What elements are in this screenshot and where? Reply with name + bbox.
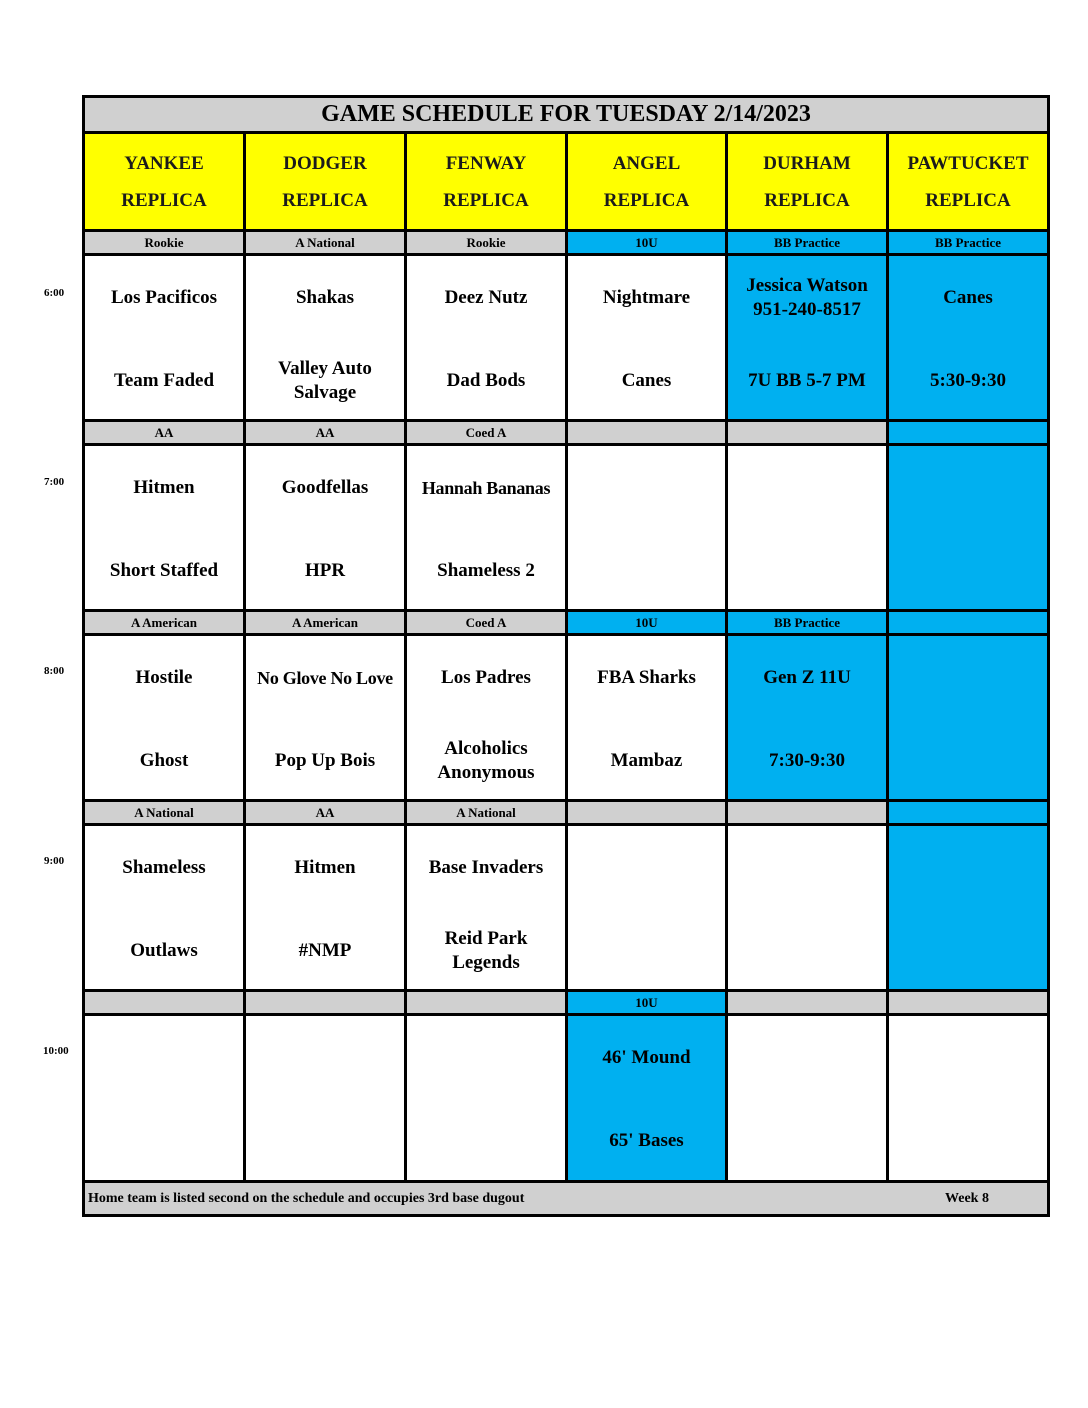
field-header-angel xyxy=(568,134,728,229)
game-cell xyxy=(407,256,568,419)
practice-time: 7U BB 5-7 PM xyxy=(748,370,866,391)
away-team: Hitmen xyxy=(133,477,195,498)
game-cell xyxy=(407,446,568,609)
division-label xyxy=(246,992,407,1013)
division-label xyxy=(889,612,1047,633)
field-header-yankee xyxy=(85,134,246,229)
field-name: DURHAM xyxy=(763,152,851,174)
game-cell xyxy=(85,826,246,989)
home-team: Team Faded xyxy=(113,370,215,391)
game-cell xyxy=(568,446,728,609)
home-team: Mambaz xyxy=(610,750,683,771)
away-team: Los Padres xyxy=(441,667,531,688)
game-cell xyxy=(889,446,1047,609)
field-sub: REPLICA xyxy=(764,189,850,211)
time-label-6: 6:00 xyxy=(44,287,65,299)
division-row-10 xyxy=(85,992,1047,1016)
game-cell xyxy=(728,636,889,799)
game-cell xyxy=(568,256,728,419)
field-name: ANGEL xyxy=(612,152,681,174)
field-note-mound: 46' Mound xyxy=(602,1047,691,1068)
division-label xyxy=(728,422,889,443)
practice-team: Gen Z 11U xyxy=(763,667,851,688)
division-row-8 xyxy=(85,612,1047,636)
division-label xyxy=(889,992,1047,1013)
home-team: Shameless 2 xyxy=(437,560,535,581)
home-team-note: Home team is listed second on the schedule and occupies 3rd base dugout xyxy=(88,1191,525,1206)
division-label: BB Practice xyxy=(728,232,889,253)
home-team: Short Staffed xyxy=(109,560,219,581)
home-team: HPR xyxy=(304,560,346,581)
game-cell xyxy=(568,1016,728,1180)
away-team: Deez Nutz xyxy=(444,287,528,308)
division-label xyxy=(889,422,1047,443)
away-team: FBA Sharks xyxy=(597,667,696,688)
division-label: Rookie xyxy=(407,232,568,253)
practice-contact: Jessica Watson 951-240-8517 xyxy=(746,275,868,320)
away-team: Hannah Bananas xyxy=(421,478,551,498)
slot-row-8 xyxy=(85,636,1047,802)
time-label-10: 10:00 xyxy=(43,1045,69,1057)
practice-time: 7:30-9:30 xyxy=(769,750,845,771)
time-label-9: 9:00 xyxy=(44,855,65,867)
home-team: Alcoholics Anonymous xyxy=(437,738,535,783)
field-header-pawtucket xyxy=(889,134,1047,229)
game-cell xyxy=(246,446,407,609)
field-name: FENWAY xyxy=(445,152,527,174)
field-header-row xyxy=(85,134,1047,232)
field-sub: REPLICA xyxy=(282,189,368,211)
division-label: A American xyxy=(85,612,246,633)
game-cell xyxy=(728,256,889,419)
division-label: A American xyxy=(246,612,407,633)
division-row-9 xyxy=(85,802,1047,826)
away-team: Hitmen xyxy=(294,857,356,878)
game-cell xyxy=(889,826,1047,989)
field-header-durham xyxy=(728,134,889,229)
division-label: AA xyxy=(246,422,407,443)
field-header-dodger xyxy=(246,134,407,229)
home-team: Outlaws xyxy=(130,940,198,961)
home-team: Valley Auto Salvage xyxy=(278,358,372,403)
away-team: Nightmare xyxy=(602,287,691,308)
game-cell xyxy=(407,826,568,989)
field-name: DODGER xyxy=(283,152,367,174)
time-label-7: 7:00 xyxy=(44,476,65,488)
away-team: No Glove No Love xyxy=(257,668,393,688)
game-cell xyxy=(407,636,568,799)
game-cell xyxy=(246,1016,407,1180)
division-label: Rookie xyxy=(85,232,246,253)
division-label: A National xyxy=(407,802,568,823)
home-team: Pop Up Bois xyxy=(274,750,376,771)
away-team: Shameless xyxy=(122,857,206,878)
game-cell xyxy=(889,636,1047,799)
game-cell xyxy=(246,826,407,989)
home-team: Ghost xyxy=(139,750,189,771)
game-cell xyxy=(85,446,246,609)
field-note-bases: 65' Bases xyxy=(609,1130,684,1151)
division-label: 10U xyxy=(568,992,728,1013)
home-team: Canes xyxy=(621,370,672,391)
game-cell xyxy=(728,446,889,609)
division-label: BB Practice xyxy=(889,232,1047,253)
away-team: Base Invaders xyxy=(428,857,544,878)
schedule-footer xyxy=(85,1183,1047,1214)
game-cell xyxy=(85,256,246,419)
division-label: Coed A xyxy=(407,612,568,633)
division-label: BB Practice xyxy=(728,612,889,633)
division-label: Coed A xyxy=(407,422,568,443)
field-name: PAWTUCKET xyxy=(907,152,1029,174)
field-name: YANKEE xyxy=(124,152,204,174)
division-row-7 xyxy=(85,422,1047,446)
division-label xyxy=(889,802,1047,823)
practice-team: Canes xyxy=(943,287,993,308)
away-team: Shakas xyxy=(295,287,355,308)
home-team: #NMP xyxy=(298,940,352,961)
away-team: Hostile xyxy=(135,667,193,688)
division-label: 10U xyxy=(568,612,728,633)
field-header-fenway xyxy=(407,134,568,229)
slot-row-9 xyxy=(85,826,1047,992)
slot-row-6 xyxy=(85,256,1047,422)
game-cell xyxy=(568,826,728,989)
away-team: Los Pacificos xyxy=(110,287,218,308)
division-label xyxy=(407,992,568,1013)
division-label: A National xyxy=(85,802,246,823)
game-cell xyxy=(728,826,889,989)
game-cell xyxy=(246,636,407,799)
division-label xyxy=(728,802,889,823)
field-sub: REPLICA xyxy=(121,189,207,211)
practice-time: 5:30-9:30 xyxy=(930,370,1006,391)
field-sub: REPLICA xyxy=(603,189,690,211)
game-cell xyxy=(568,636,728,799)
week-label: Week 8 xyxy=(945,1191,989,1206)
division-row-6 xyxy=(85,232,1047,256)
home-team: Dad Bods xyxy=(446,370,526,391)
schedule-title: GAME SCHEDULE FOR TUESDAY 2/14/2023 xyxy=(85,98,1047,134)
field-sub: REPLICA xyxy=(925,189,1011,211)
division-label xyxy=(728,992,889,1013)
away-team: Goodfellas xyxy=(281,477,369,498)
game-cell xyxy=(728,1016,889,1180)
slot-row-7 xyxy=(85,446,1047,612)
division-label: 10U xyxy=(568,232,728,253)
division-label: A National xyxy=(246,232,407,253)
game-cell xyxy=(889,256,1047,419)
schedule-table xyxy=(82,95,1050,1217)
game-cell xyxy=(85,1016,246,1180)
division-label xyxy=(85,992,246,1013)
division-label: AA xyxy=(85,422,246,443)
field-sub: REPLICA xyxy=(443,189,529,211)
game-cell xyxy=(85,636,246,799)
game-cell xyxy=(889,1016,1047,1180)
division-label xyxy=(568,802,728,823)
division-label: AA xyxy=(246,802,407,823)
time-label-8: 8:00 xyxy=(44,665,65,677)
home-team: Reid Park Legends xyxy=(444,928,528,973)
game-cell xyxy=(246,256,407,419)
slot-row-10 xyxy=(85,1016,1047,1183)
division-label xyxy=(568,422,728,443)
game-cell xyxy=(407,1016,568,1180)
